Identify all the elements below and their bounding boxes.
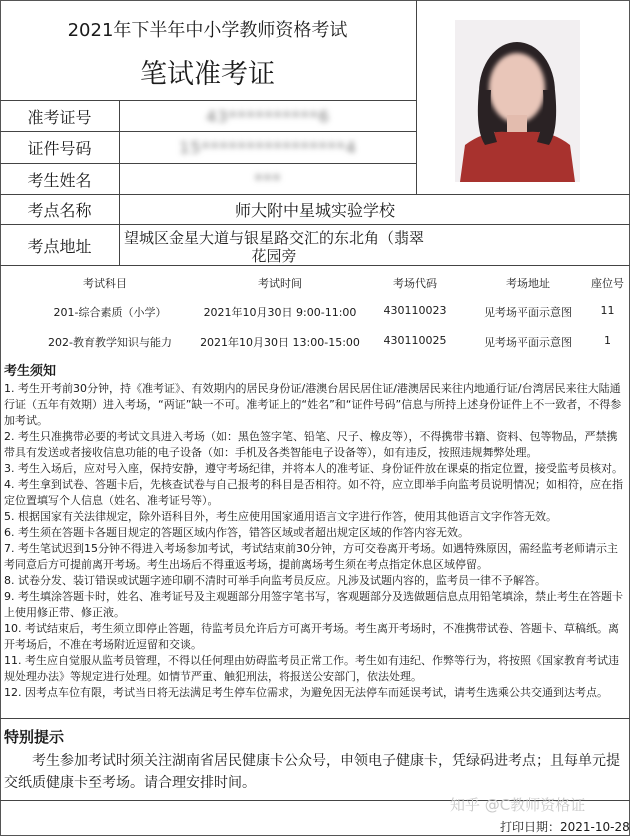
notice-item: 5. 根据国家有关法律规定，除外语科目外，考生应使用国家通用语言文字进行作答，使用其他语言文字作答无效。 (4, 510, 557, 523)
row2-time: 2021年10月30日 13:00-15:00 (200, 336, 360, 349)
col-header-room-code: 考场代码 (393, 277, 437, 290)
id-number-value: 15****************4 (179, 138, 357, 157)
special-text: 考生参加考试时须关注湖南省居民健康卡公众号，申领电子健康卡，凭绿码进考点；且每单元提交纸质健康卡至考场。请合理安排时间。 (4, 753, 620, 791)
special-title: 特别提示 (4, 728, 65, 746)
notice-item: 7. 考生笔试迟到15分钟不得进入考场参加考试，考试结束前30分钟，方可交卷离开考场。如遇特殊原因，需经监考老师请示主考同意后方可提前离开考场。考生出场后不得重返考场，提前离场考生须在考点指定休息区域停留。 (4, 542, 618, 571)
exam-address-value: 望城区金星大道与银星路交汇的东北角（翡翠花园旁 (124, 229, 425, 265)
notice-list (4, 381, 624, 701)
watermark: 知乎 @C教师资格证 (450, 796, 586, 814)
row1-subject: 201-综合素质（小学） (53, 306, 167, 319)
exam-address-label: 考点地址 (27, 236, 92, 256)
ticket-title: 笔试准考证 (140, 59, 275, 90)
row1-room-code: 430110023 (383, 304, 447, 317)
exam-site-value: 师大附中星城实验学校 (234, 201, 395, 220)
row2-room-address: 见考场平面示意图 (484, 336, 572, 349)
row2-subject: 202-教育教学知识与能力 (48, 336, 172, 349)
ticket-number-value: 43**********6 (206, 106, 330, 126)
notice-item: 10. 考试结束后，考生须立即停止答题，待监考员允许后方可离开考场。考生离开考场时，不准携带试卷、答题卡、草稿纸。离开考场后，不准在考场附近逗留和交谈。 (4, 622, 619, 651)
notice-item: 11. 考生应自觉服从监考员管理，不得以任何理由妨碍监考员正常工作。考生如有违纪、作弊等行为，将按照《国家教育考试违规处理办法》等规定进行处理。如情节严重、触犯刑法，将报送公安部门，依法处理。 (4, 654, 619, 683)
ticket-number-label: 准考证号 (27, 107, 92, 127)
notice-item: 1. 考生开考前30分钟，持《准考证》、有效期内的居民身份证/港澳台居民居住证/港澳居民来往内地通行证/台湾居民来往大陆通行证（五年有效期）进入考场，“两证”缺一不可。准考证上的“姓名”和“证件号码”信息与所持上述身份证件上不一致者，不得参加考试。 (4, 382, 622, 427)
notice-item: 2. 考生只准携带必要的考试文具进入考场（如：黑色签字笔、铅笔、尺子、橡皮等），不得携带书籍、资料、包等物品，严禁携带具有发送或者接收信息功能的电子设备（如：手机及各类智能电子设备等），如有违反，按照违规舞弊处理。 (4, 430, 618, 459)
col-header-time: 考试时间 (258, 277, 302, 290)
row2-seat: 1 (604, 334, 611, 347)
col-header-room-address: 考场地址 (506, 277, 550, 290)
portrait-image (455, 20, 580, 182)
row1-seat: 11 (600, 304, 615, 317)
candidate-photo (455, 20, 580, 182)
photo-divider (416, 0, 417, 195)
id-number-label: 证件号码 (27, 139, 92, 158)
notice-item: 3. 考生入场后，应对号入座，保持安静，遵守考场纪律，并将本人的准考证、身份证件放在课桌的指定位置，接受监考员核对。 (4, 462, 623, 475)
notice-item: 12. 因考点车位有限，考试当日将无法满足考生停车位需求，为避免因无法停车而延误考试，请考生选乘公共交通到达考点。 (4, 686, 608, 699)
print-date (500, 818, 630, 835)
col-header-seat: 座位号 (591, 277, 624, 290)
candidate-name-label: 考生姓名 (27, 170, 92, 190)
notice-item: 4. 考生拿到试卷、答题卡后，先核查试卷与自己报考的科目是否相符。如不符，应立即举手向监考员说明情况；如相符，应在指定位置填写个人信息（姓名、准考证号等）。 (4, 478, 623, 507)
exam-title: 2021年下半年中小学教师资格考试 (67, 20, 348, 41)
row1-time: 2021年10月30日 9:00-11:00 (203, 306, 357, 319)
notice-title: 考生须知 (4, 364, 57, 379)
row1-room-address: 见考场平面示意图 (484, 306, 572, 319)
exam-site-label: 考点名称 (27, 201, 92, 220)
notice-item: 9. 考生填涂答题卡时，姓名、准考证号及主观题部分用签字笔书写，客观题部分及选做题信息点用铅笔填涂，禁止考生在答题卡上使用修正带、修正液。 (4, 590, 623, 619)
col-header-subject: 考试科目 (83, 277, 127, 290)
notice-item: 6. 考生须在答题卡各题目规定的答题区域内作答，错答区域或者超出规定区域的作答内容无效。 (4, 526, 469, 539)
print-date-value: 2021-10-28 (560, 820, 630, 834)
candidate-name-value: *** (254, 169, 282, 189)
row2-room-code: 430110025 (383, 334, 447, 347)
notice-item: 8. 试卷分发、装订错误或试题字迹印刷不清时可举手向监考员反应。凡涉及试题内容的，监考员一律不予解答。 (4, 574, 546, 587)
print-date-label: 打印日期： (500, 820, 561, 834)
special-divider (0, 718, 630, 719)
info-table-bottom (0, 265, 630, 266)
